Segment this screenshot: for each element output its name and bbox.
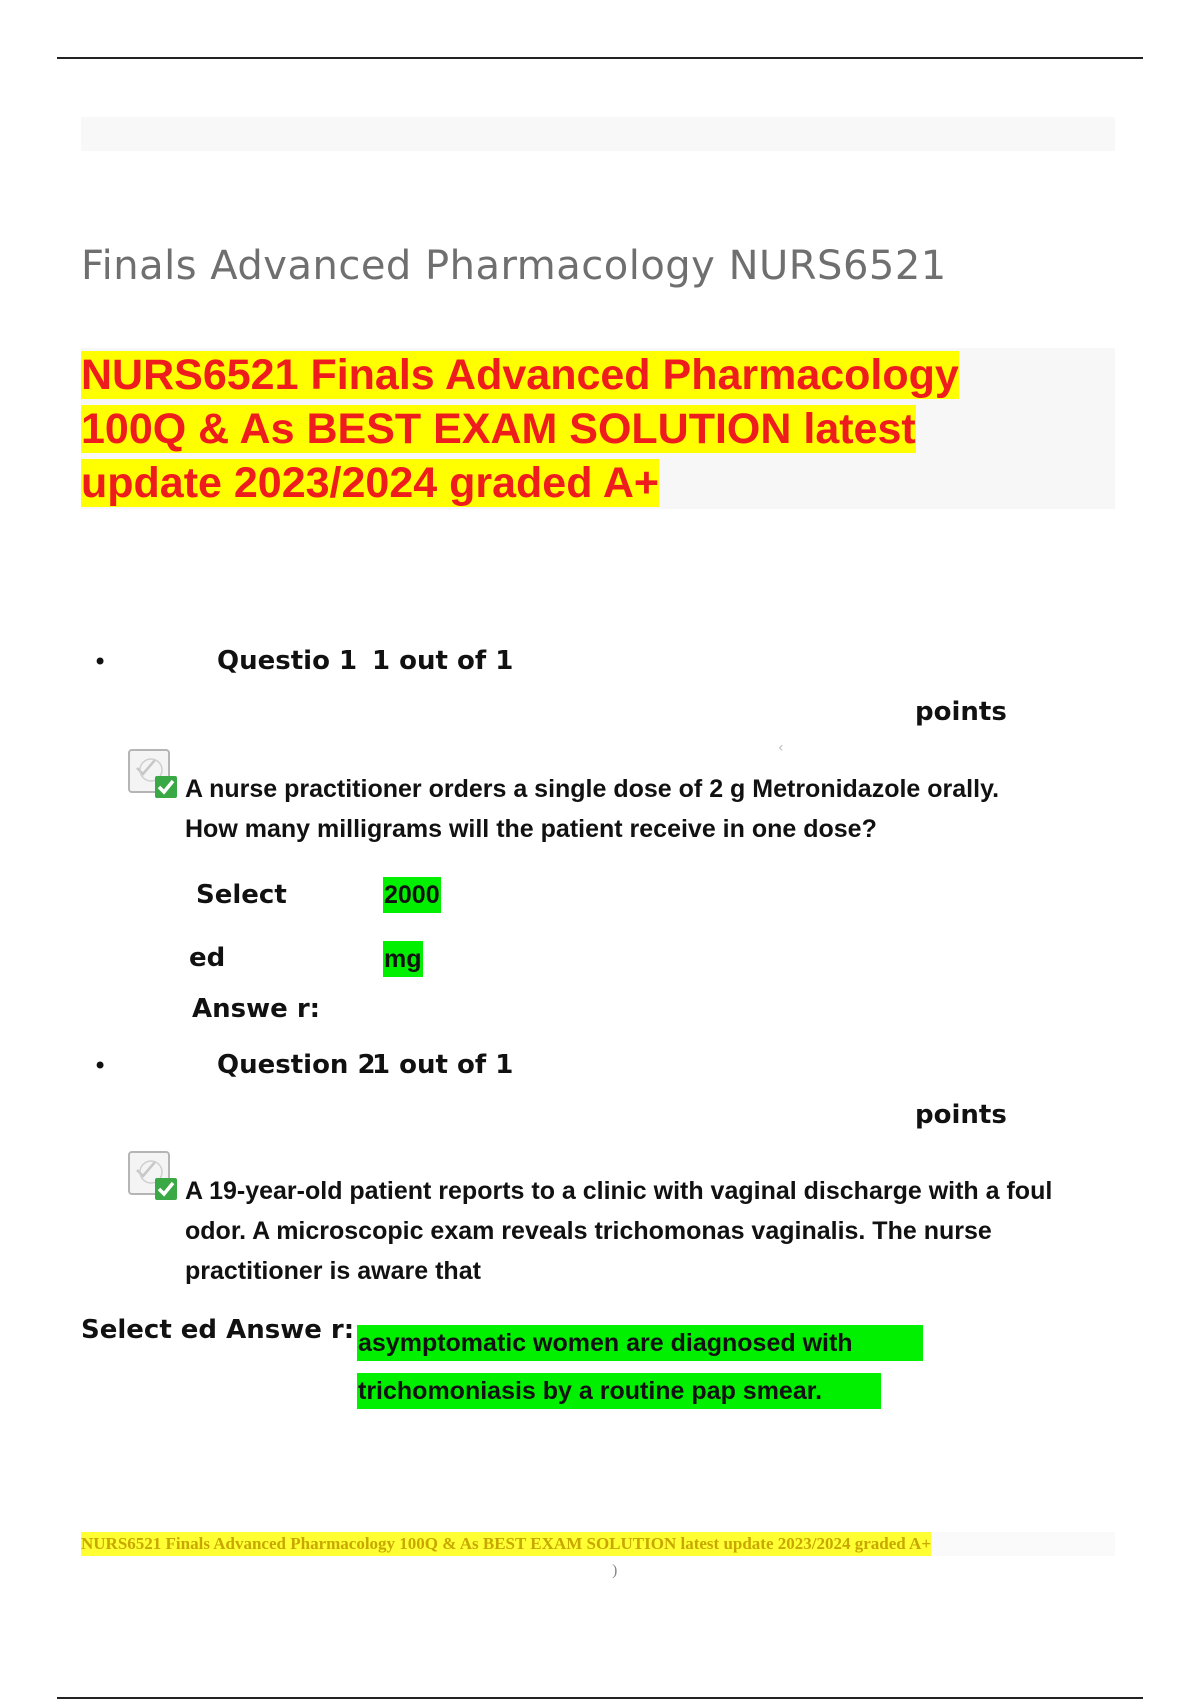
question-2-text-line-1: A 19-year-old patient reports to a clinic with vaginal discharge with a foul bbox=[185, 1177, 1053, 1205]
headline-line-1: NURS6521 Finals Advanced Pharmacology bbox=[81, 351, 959, 399]
question-1-text-line-1: A nurse practitioner orders a single dose of 2 g Metronidazole orally. bbox=[185, 775, 1000, 803]
stray-mark: ‹ bbox=[778, 740, 784, 756]
question-1-score: 1 out of 1 bbox=[372, 646, 514, 676]
headline bbox=[81, 348, 1041, 510]
question-1-title: Questio 1 bbox=[217, 646, 358, 676]
headline-block bbox=[81, 348, 1115, 509]
question-2-text bbox=[185, 1171, 1052, 1291]
question-2-bullet: • bbox=[93, 1052, 108, 1080]
question-2-text-line-2: odor. A microscopic exam reveals trichomonas vaginalis. The nurse bbox=[185, 1217, 992, 1245]
bottom-rule bbox=[57, 1697, 1143, 1699]
footer-text: NURS6521 Finals Advanced Pharmacology 100Q & As BEST EXAM SOLUTION latest update 2023/2024 graded A+ bbox=[81, 1532, 931, 1556]
question-1-answer-value: 2000 bbox=[383, 877, 441, 913]
question-1-text bbox=[185, 769, 999, 849]
question-2-text-line-3: practitioner is aware that bbox=[185, 1257, 481, 1285]
checked-clipboard-icon bbox=[127, 1150, 179, 1202]
page-mark: ) bbox=[612, 1562, 618, 1579]
document-title: Finals Advanced Pharmacology NURS6521 bbox=[81, 243, 947, 289]
question-1-points-label: points bbox=[915, 697, 1007, 727]
question-1-label-part-3: Answe r: bbox=[192, 994, 321, 1024]
headline-line-2: 100Q & As BEST EXAM SOLUTION latest bbox=[81, 405, 916, 453]
top-rule bbox=[57, 57, 1143, 59]
question-2-score: 1 out of 1 bbox=[372, 1050, 514, 1080]
question-1-answer-unit: mg bbox=[383, 941, 423, 977]
question-2-answer-line-2: trichomoniasis by a routine pap smear. bbox=[357, 1373, 881, 1409]
checked-clipboard-icon bbox=[127, 748, 179, 800]
headline-line-3: update 2023/2024 graded A+ bbox=[81, 459, 659, 507]
question-1-label-part-1: Select bbox=[196, 880, 287, 910]
question-2-answer-line-1: asymptomatic women are diagnosed with bbox=[357, 1325, 923, 1361]
question-1-bullet: • bbox=[93, 648, 108, 676]
header-band bbox=[81, 117, 1115, 151]
question-2-label: Select ed Answe r: bbox=[81, 1315, 355, 1345]
question-1-text-line-2: How many milligrams will the patient receive in one dose? bbox=[185, 815, 877, 843]
question-2-title: Question 2 bbox=[217, 1050, 376, 1080]
question-1-label-part-2: ed bbox=[189, 943, 226, 973]
question-2-points-label: points bbox=[915, 1100, 1007, 1130]
